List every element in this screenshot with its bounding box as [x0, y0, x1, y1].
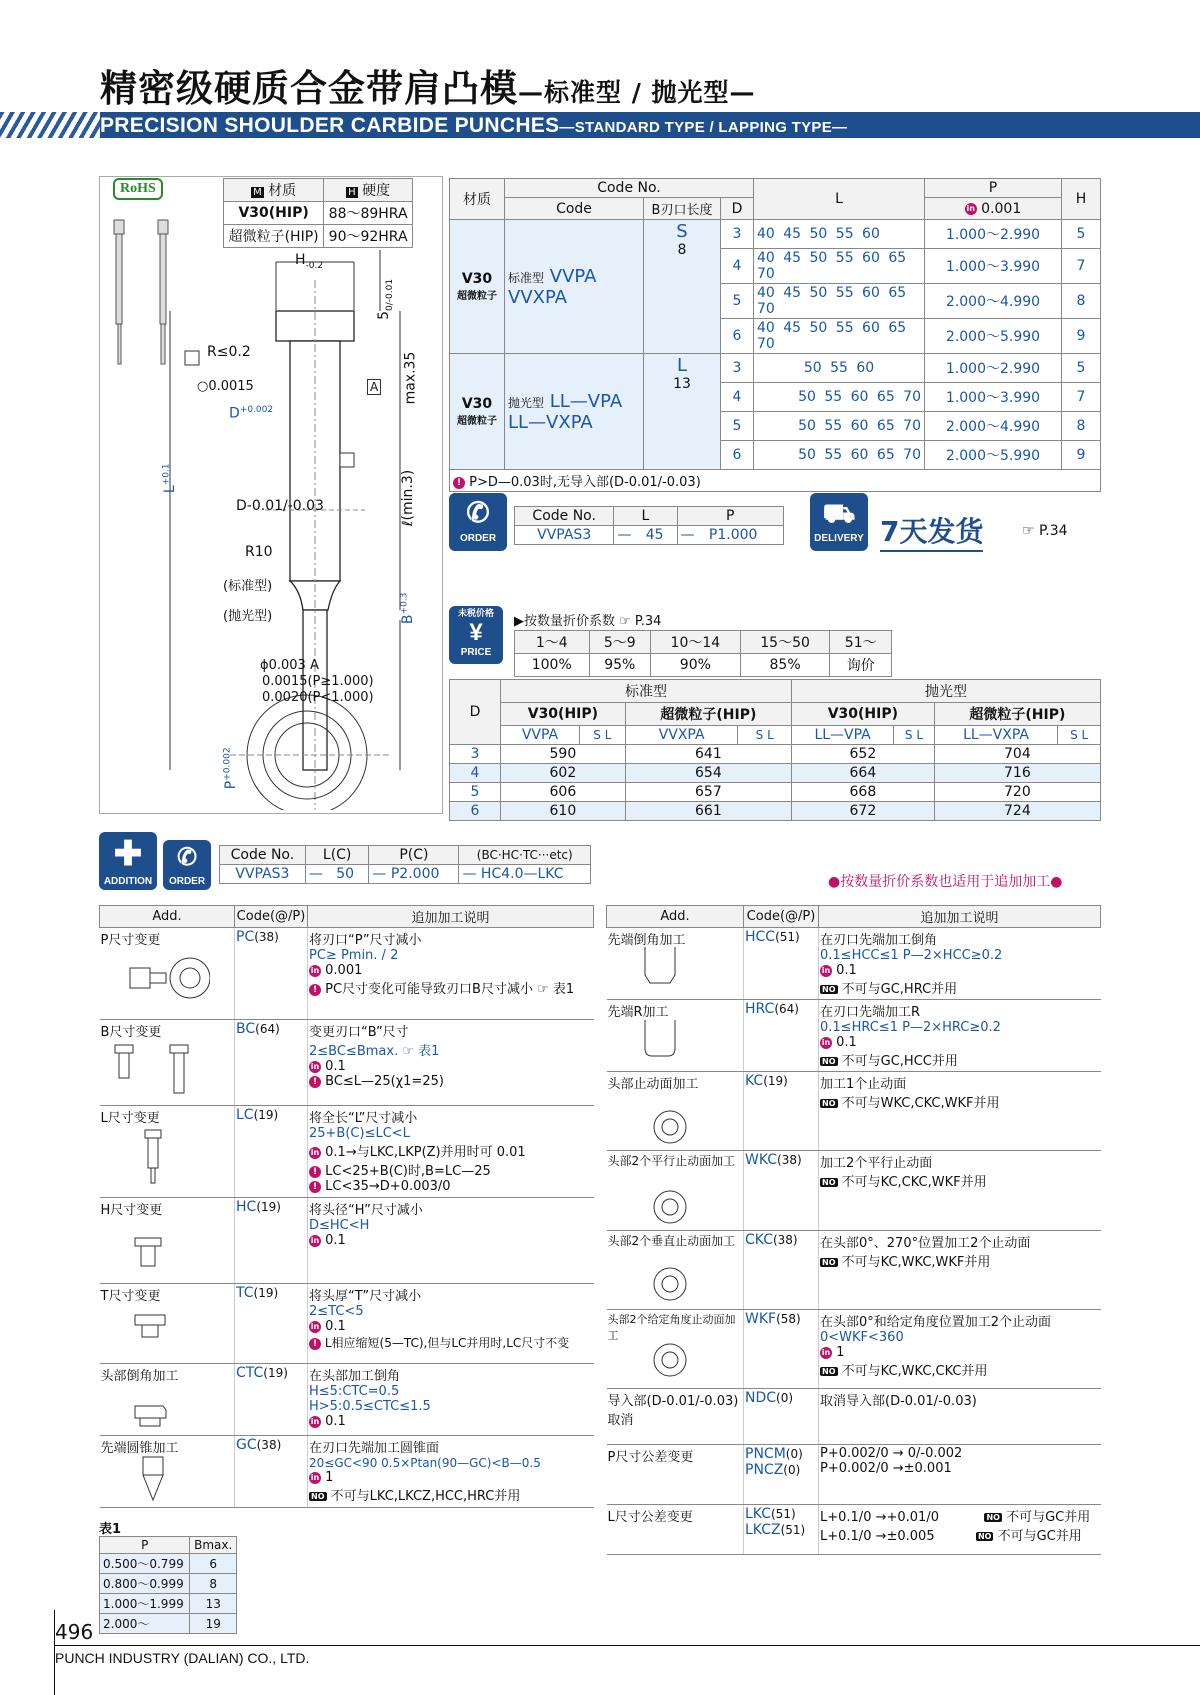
page-number: 496 — [55, 1620, 94, 1644]
l-label: $L^{+0.1}$ — [161, 463, 179, 494]
hc-sketch — [130, 1228, 180, 1268]
delivery-icon: ⛟ DELIVERY — [810, 493, 868, 551]
roundness-2: 0.0020(P<1.000) — [262, 690, 374, 705]
gc-sketch — [135, 1455, 175, 1510]
page-title: 精密级硬质合金带肩凸模—标准型 / 抛光型— — [100, 67, 756, 110]
delivery-text: 7天发货 — [880, 510, 983, 552]
price-table: D 标准型 抛光型 V30(HIP) 超微粒子(HIP) V30(HIP) 超微粒子(HIP) VVPA S L VVXPA S L LL—VPA S L LL—VXPA S L 3 590 641 652 704 4 602 654 664 716 5 606 657 668 720 6 610 661 672 724 — [449, 679, 1101, 821]
d2-label: D-0.01/-0.03 — [236, 498, 324, 514]
delivery-ref: ☞ P.34 — [1022, 523, 1068, 539]
lap-type-label: (抛光型) — [223, 609, 273, 624]
spec-table: 材质 Code No. L P H Code B刃口长度 D in 0.001 V30 超微粒子 标准型 VVPA VVXPA S 8 3 40 45 50 55 60 1.000～2.990 5 4 40 45 50 55 60 65 70 1.000～3.990 7 5 40 45 50 55 60 65 70 2.000～4.990 8 6 40 45 50 55 60 65 70 2.000～5.990 9 V30 超微粒子 抛光型 LL—VPA LL—VXPA L 13 3 50 55 60 1.000～2.990 5 4 50 55 60 65 70 1.000～3.990 7 5 50 55 60 65 70 2.000～4.990 8 6 50 55 60 65 70 2.000～5.990 9 ! P>D—0.03时,无导入部(D-0.01/-0.03) — [449, 178, 1101, 492]
coax-label: ϕ0.003 A — [260, 658, 319, 673]
h-label: $H_{-0.2}$ — [295, 252, 324, 271]
tc-sketch — [130, 1310, 190, 1350]
pc-sketch — [120, 950, 210, 1005]
hcc-sketch — [640, 945, 690, 990]
kc-sketch — [650, 1105, 690, 1145]
d-label: $D^{+0.002}$ — [229, 405, 274, 422]
rohs-badge: RoHS — [113, 178, 163, 200]
ctc-sketch — [130, 1398, 190, 1428]
ckc-sketch — [650, 1262, 690, 1302]
addition-order-example: Code No. L(C) P(C) (BC·HC·TC···etc) VVPAS3 — 50 — P2.000 — HC4.0—LKC — [219, 845, 591, 884]
punch-3d-icon — [114, 220, 168, 364]
discount-label: ▶按数量折价系数 ☞ P.34 — [514, 614, 662, 629]
company-name: PUNCH INDUSTRY (DALIAN) CO., LTD. — [55, 1650, 310, 1666]
addition-table-right: Add. Code(@/P) 追加加工说明 先端倒角加工 HCC(51) 在刃口先端加工倒角 0.1≤HCC≤1 P—2×HCC≥0.2 in 0.1 NO 不可与GC,HRC并用 先端R加工 HRC(64) 在刃口先端加工R 0.1≤HRC≤1 P—2×HRC≥0.2 in 0.1 NO 不可与GC,HCC并用 头部止动面加工 KC(19) 加工1个止动面 NO 不可与WKC,CKC,WKF并用 头部2个平行止动面加工 WKC(38) 加工2个平行止动面 NO 不可与KC,CKC,WKF并用 头部2个垂直止动面加工 CKC(38) 在头部0°、270°位置加工2个止动面 NO 不可与KC,WKC,WKF并用 头部2个给定角度止动面加工 WKF(58) 在头部0°和给定角度位置加工2个止动面 0<WKF<360 in 1 NO 不可与KC,WKC,CKC并用 导入部(D-0.01/-0.03)取消 NDC(0) 取消导入部(D-0.01/-0.03) P尺寸公差变更 PNCM(0) PNCZ(0) P+0.002/0 → 0/-0.002 P+0.002/0 →±0.001 L尺寸公差变更 LKC(51) LKCZ(51) L+0.1/0 →+0.01/0 NO 不可与GC并用 L+0.1/0 →±0.005 NO 不可与GC并用 — [606, 905, 1101, 1555]
roundness-1: 0.0015(P≥1.000) — [262, 674, 374, 689]
banner-hatch — [0, 112, 100, 138]
addition-order-icon: ✆ ORDER — [163, 840, 211, 890]
order-example: Code No. L P VVPAS3 — 45 — P1.000 — [514, 506, 784, 545]
wkc-sketch — [650, 1185, 690, 1225]
price-icon: 未税价格 ¥ PRICE — [449, 606, 503, 664]
std-type-label: (标准型) — [223, 579, 273, 594]
lc-sketch — [140, 1125, 200, 1195]
bc-sketch — [110, 1040, 200, 1095]
table1-title: 表1 — [99, 1522, 122, 1537]
max35-label: max.35 — [402, 351, 419, 405]
addition-discount-note: ●按数量折价系数也适用于追加加工● — [828, 874, 1063, 890]
r-label: R≤0.2 — [207, 344, 251, 360]
hrc-sketch — [640, 1018, 690, 1063]
b-label: $B^{+0.3}$ — [399, 592, 417, 625]
r10-label: R10 — [245, 544, 273, 560]
lmin-label: ℓ(min.3) — [400, 469, 417, 527]
datum-a: A — [367, 379, 381, 395]
discount-table: 1～4 5～9 10～14 15～50 51～ 100% 95% 90% 85% 询价 — [514, 630, 892, 677]
addition-icon: ✚ ADDITION — [99, 832, 157, 890]
p-label: $P^{+0.002}$ — [222, 747, 240, 790]
table1: P Bmax. 0.500～0.799 6 0.800～0.999 8 1.000～1.999 13 2.000～ 19 — [99, 1536, 237, 1634]
order-icon: ✆ ORDER — [449, 493, 507, 551]
banner-title-en: PRECISION SHOULDER CARBIDE PUNCHES—STANDARD TYPE / LAPPING TYPE— — [100, 114, 848, 137]
five-label: $5_{0/-0.01}$ — [376, 278, 395, 320]
material-table: M 材质 H 硬度 V30(HIP) 88～89HRA 超微粒子(HIP) 90～92HRA — [223, 178, 413, 248]
footer-line — [55, 1645, 1200, 1646]
addition-table-left: Add. Code(@/P) 追加加工说明 P尺寸变更 PC(38) 将刃口“P”尺寸减小 PC≥ Pmin. / 2 in 0.001 ! PC尺寸变化可能导致刃口B尺寸减小 ☞ 表1 B尺寸变更 BC(64) 变更刃口“B”尺寸 2≤BC≤Bmax. ☞ 表1 in 0.1 ! BC≤L—25(χ1=25) L尺寸变更 LC(19) 将全长“L”尺寸减小 25+B(C)≤LC<L in 0.1→与LKC,LKP(Z)并用时可 0.01 ! LC<25+B(C)时,B=LC—25 ! LC<35→D+0.003/0 H尺寸变更 HC(19) 将头径“H”尺寸减小 D≤HC<H in 0.1 T尺寸变更 TC(19) 将头厚“T”尺寸减小 2≤TC<5 in 0.1 ! L相应缩短(5—TC),但与LC并用时,LC尺寸不变 头部倒角加工 CTC(19) 在头部加工倒角 H≤5:CTC=0.5 H>5:0.5≤CTC≤1.5 in 0.1 先端圆锥加工 GC(38) 在刃口先端加工圆锥面 20≤GC<90 0.5×Ptan(90—GC)<B—0.5 in 1 NO 不可与LKC,LKCZ,HCC,HRC并用 — [99, 905, 594, 1508]
wkf-sketch — [650, 1340, 690, 1380]
flatness-label: ○0.0015 — [197, 379, 254, 394]
